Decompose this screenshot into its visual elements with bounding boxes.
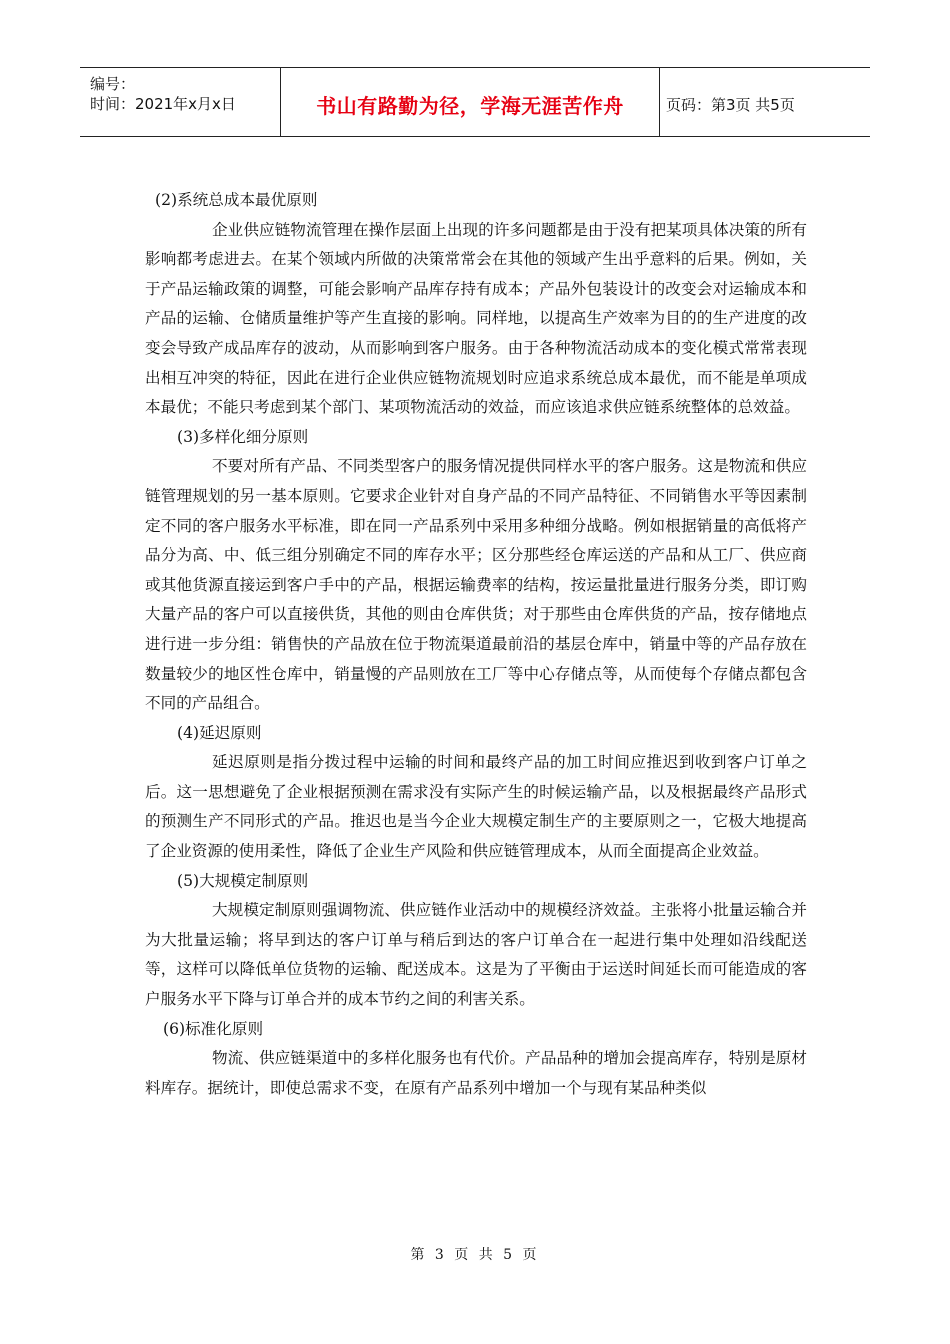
header-meta — [80, 68, 280, 136]
section-heading: (5)大规模定制原则 — [177, 871, 309, 890]
page-header — [80, 67, 870, 137]
section-heading: (3)多样化细分原则 — [177, 427, 309, 446]
date-label: 时间：2021年x月x日 — [90, 95, 236, 113]
section-heading: (6)标准化原则 — [163, 1019, 264, 1038]
page-footer: 第 3 页 共 5 页 — [410, 1247, 540, 1263]
paragraph: 延迟原则是指分拨过程中运输的时间和最终产品的加工时间应推迟到收到客户订单之后。这一思想避免了企业根据预测在需求没有实际产生的时候运输产品，以及根据最终产品形式的预测生产不同形式的产品。推迟也是当今企业大规模定制生产的主要原则之一，它极大地提高了企业资源的使用柔性，降低了企业生产风险和供应链管理成本，从而全面提高企业效益。 — [145, 753, 807, 861]
section-heading: (2)系统总成本最优原则 — [155, 191, 318, 209]
motto-text: 书山有路勤为径，学海无涯苦作舟 — [316, 93, 624, 118]
header-motto-cell — [280, 68, 660, 136]
page-info: 页码：第3页 共5页 — [666, 95, 795, 114]
number-label: 编号： — [90, 75, 136, 93]
paragraph: 大规模定制原则强调物流、供应链作业活动中的规模经济效益。主张将小批量运输合并为大批量运输；将早到达的客户订单与稍后到达的客户订单合在一起进行集中处理如沿线配送等，这样可以降低单位货物的运输、配送成本。这是为了平衡由于运送时间延长而可能造成的客户服务水平下降与订单合并的成本节约之间的利害关系。 — [145, 901, 807, 1009]
paragraph: 企业供应链物流管理在操作层面上出现的许多问题都是由于没有把某项具体决策的所有影响都考虑进去。在某个领域内所做的决策常常会在其他的领域产生出乎意料的后果。例如，关于产品运输政策的调整，可能会影响产品库存持有成本；产品外包装设计的改变会对运输成本和产品的运输、仓储质量维护等产生直接的影响。同样地，以提高生产效率为目的的生产进度的改变会导致产成品库存的波动，从而影响到客户服务。由于各种物流活动成本的变化模式常常表现出相互冲突的特征，因此在进行企业供应链物流规划时应追求系统总成本最优，而不能是单项成本最优；不能只考虑到某个部门、某项物流活动的效益，而应该追求供应链系统整体的总效益。 — [145, 220, 807, 417]
document-body — [145, 186, 807, 1103]
section-heading: (4)延迟原则 — [177, 723, 262, 742]
paragraph: 不要对所有产品、不同类型客户的服务情况提供同样水平的客户服务。这是物流和供应链管理规划的另一基本原则。它要求企业针对自身产品的不同产品特征、不同销售水平等因素制定不同的客户服务水平标准，即在同一产品系列中采用多种细分战略。例如根据销量的高低将产品分为高、中、低三组分别确定不同的库存水平；区分那些经仓库运送的产品和从工厂、供应商或其他货源直接运到客户手中的产品，根据运输费率的结构，按运量批量进行服务分类，即订购大量产品的客户可以直接供货，其他的则由仓库供货；对于那些由仓库供货的产品，按存储地点进行进一步分组：销售快的产品放在位于物流渠道最前沿的基层仓库中，销量中等的产品存放在数量较少的地区性仓库中，销量慢的产品则放在工厂等中心存储点等，从而使每个存储点都包含不同的产品组合。 — [145, 457, 807, 713]
paragraph: 物流、供应链渠道中的多样化服务也有代价。产品品种的增加会提高库存，特别是原材料库存。据统计，即使总需求不变，在原有产品系列中增加一个与现有某品种类似 — [145, 1049, 807, 1097]
header-page-cell — [660, 68, 870, 136]
